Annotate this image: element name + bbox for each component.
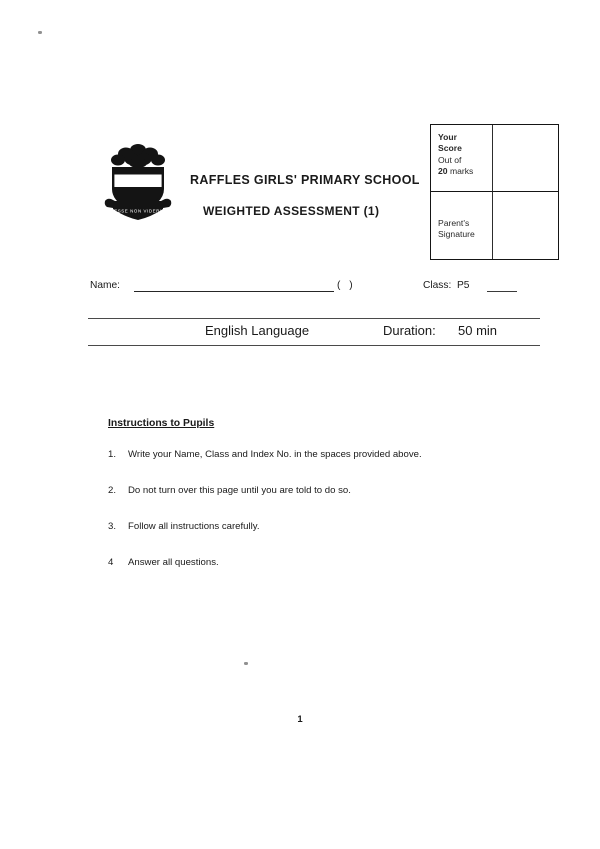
list-item (108, 484, 508, 520)
pupil-particulars-row (90, 278, 530, 298)
subject-duration-band (88, 318, 540, 348)
svg-text:ESSE NON VIDERI: ESSE NON VIDERI (114, 208, 162, 214)
scan-speck-top-left (38, 31, 42, 34)
class-label-text: Class: (423, 280, 452, 291)
instruction-text: Write your Name, Class and Index No. in the spaces provided above. (128, 449, 422, 460)
marks-total-value: 20 (438, 166, 448, 177)
band-bottom-rule (88, 345, 540, 346)
score-label: Score (438, 143, 462, 154)
list-item (108, 556, 508, 592)
score-entry-cell[interactable] (493, 125, 558, 192)
school-name-heading: RAFFLES GIRLS' PRIMARY SCHOOL (190, 173, 420, 187)
subject-name: English Language (205, 323, 310, 338)
list-item (108, 448, 508, 484)
instruction-text: Answer all questions. (128, 557, 219, 568)
assessment-title-heading: WEIGHTED ASSESSMENT (1) (203, 204, 380, 218)
score-and-signature-box (430, 124, 559, 260)
parents-label: Parent's (438, 218, 470, 228)
school-crest-icon (101, 141, 175, 223)
signature-label: Signature (438, 229, 475, 240)
out-of-label: Out of (438, 154, 462, 165)
instruction-text: Do not turn over this page until you are told to do so. (128, 485, 351, 496)
marks-word: marks (449, 166, 474, 177)
instruction-number: 4 (108, 557, 114, 568)
instructions-list (108, 448, 508, 592)
instruction-text: Follow all instructions carefully. (128, 521, 260, 532)
class-input-line[interactable] (487, 291, 517, 292)
page-number: 1 (297, 714, 303, 725)
name-label: Name: (90, 280, 121, 291)
index-number-brackets[interactable]: ( ) (337, 280, 356, 291)
list-item (108, 520, 508, 556)
parent-signature-label-cell (431, 192, 493, 259)
duration-label: Duration: (383, 323, 436, 338)
instruction-number: 2. (108, 485, 117, 496)
instruction-number: 1. (108, 449, 117, 460)
instruction-number: 3. (108, 521, 117, 532)
parent-signature-entry-cell[interactable] (493, 192, 558, 259)
band-top-rule (88, 318, 540, 319)
duration-value: 50 min (458, 323, 498, 338)
your-label: Your (438, 132, 457, 142)
marks-total-line (438, 166, 492, 177)
instructions-heading: Instructions to Pupils (108, 418, 215, 429)
class-label (423, 280, 469, 291)
scan-speck-lower-center (244, 662, 248, 665)
your-score-label-cell (431, 125, 493, 192)
name-input-line[interactable] (134, 291, 334, 292)
class-prefix-text: P5 (456, 280, 470, 291)
